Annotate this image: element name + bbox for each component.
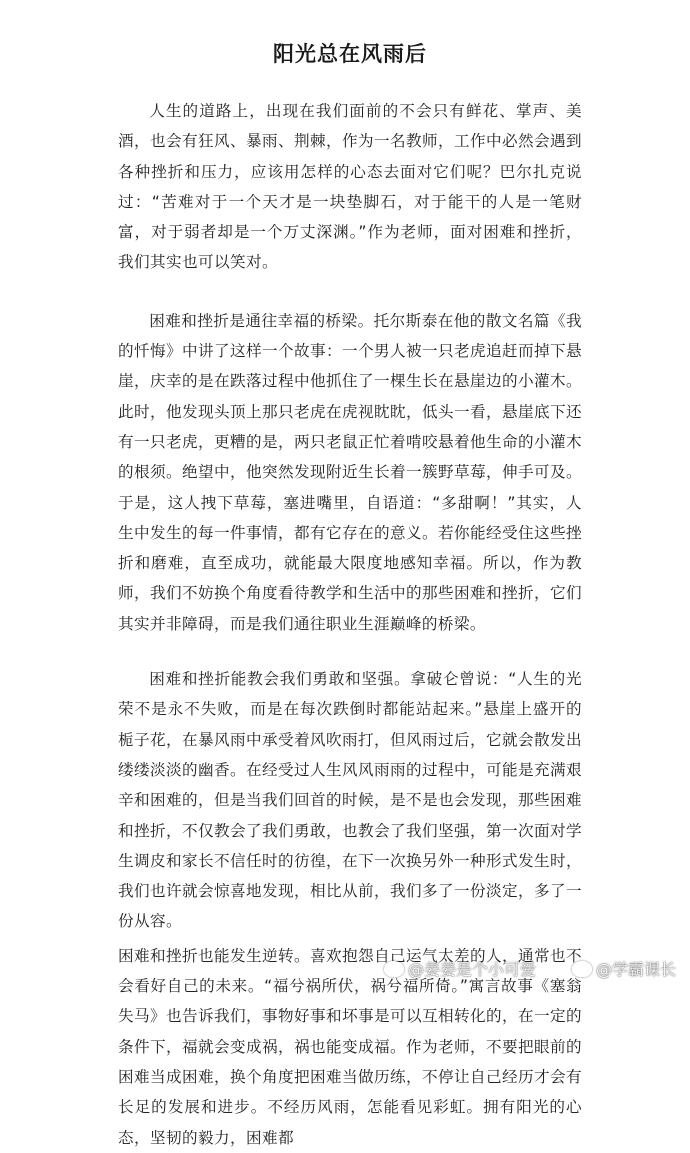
watermark-right-text: @学霸课长 bbox=[595, 960, 676, 979]
paragraph-courage-and-strength: 困难和挫折能教会我们勇敢和坚强。拿破仑曾说：“人生的光荣不是永不失败，而是在每次跌倒时都能站起来。”悬崖上盛开的栀子花，在暴风雨中承受着风吹雨打，但风雨过后，它就会散发出缕缕淡淡的幽香。在经受过人生风风雨雨的过程中，可能是充满艰辛和困难的，但是当我们回首的时候，是不是也会发现，那些困难和挫折，不仅教会了我们勇敢，也教会了我们坚强，第一次面对学生调皮和家长不信任时的彷徨，在下一次换另外一种形式发生时，我们也许就会惊喜地发现，相比从前，我们多了一份淡定，多了一份从容。 bbox=[118, 670, 582, 931]
paragraph-intro: 人生的道路上，出现在我们面前的不会只有鲜花、掌声、美酒，也会有狂风、暴雨、荆棘，作为一名教师，工作中必然会遇到各种挫折和压力，应该用怎样的心态去面对它们呢？巴尔扎克说过：“苦难对于一个天才是一块垫脚石，对于能干的人是一笔财富，对于弱者却是一个万丈深渊。”作为老师，面对困难和挫折，我们其实也可以笑对。 bbox=[118, 102, 582, 272]
watermark-left-text: @姜姜是个小可爱 bbox=[407, 960, 536, 979]
document-title: 阳光总在风雨后 bbox=[273, 42, 427, 66]
paragraph-reversal: 困难和挫折也能发生逆转。喜欢抱怨自己运气太差的人，通常也不会看好自己的未来。“福兮祸所伏，祸兮福所倚。”寓言故事《塞翁失马》也告诉我们，事物好事和坏事是可以互相转化的，在一定的条件下，福就会变成祸，祸也能变成福。作为老师，不要把眼前的困难当成困难，换个角度把困难当做历练，不停让自己经历才会有长足的发展和进步。不经历风雨，怎能看见彩虹。拥有阳光的心态，坚韧的毅力，困难都 bbox=[118, 946, 582, 1147]
paragraph-bridge-to-happiness: 困难和挫折是通往幸福的桥梁。托尔斯泰在他的散文名篇《我的忏悔》中讲了这样一个故事：一个男人被一只老虎追赶而掉下悬崖，庆幸的是在跌落过程中他抓住了一棵生长在悬崖边的小灌木。此时，他发现头顶上那只老虎在虎视眈眈，低头一看，悬崖底下还有一只老虎，更糟的是，两只老鼠正忙着啃咬悬着他生命的小灌木的根须。绝望中，他突然发现附近生长着一簇野草莓，伸手可及。于是，这人拽下草莓，塞进嘴里，自语道：“多甜啊！”其实，人生中发生的每一件事情，都有它存在的意义。若你能经受住这些挫折和磨难，直至成功，就能最大限度地感知幸福。所以，作为教师，我们不妨换个角度看待教学和生活中的那些困难和挫折，它们其实并非障碍，而是我们通往职业生涯巅峰的桥梁。 bbox=[118, 311, 582, 633]
